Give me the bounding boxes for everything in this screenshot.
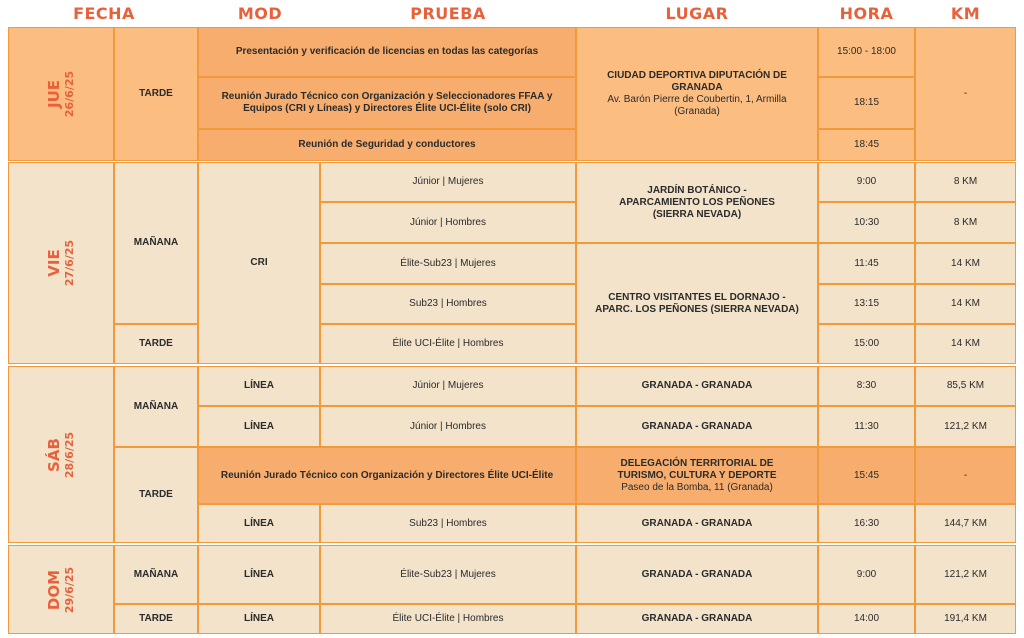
lugar-sab-2: GRANADA - GRANADA [576,406,818,447]
km-dom-2: 191,4 KM [915,604,1016,634]
location-address: Av. Barón Pierre de Coubertin, 1, Armilla (Granada) [607,94,787,117]
location-vie-1: JARDÍN BOTÁNICO - APARCAMIENTO LOS PEÑONES (SIERRA NEVADA) [576,162,818,243]
header-fecha: FECHA [73,3,135,23]
period-vie-tarde: TARDE [114,324,198,364]
location-name: CIUDAD DEPORTIVA DIPUTACIÓN DE GRANADA [607,70,787,93]
prueba-sab-1: Júnior | Mujeres [320,366,576,406]
km-vie-1: 8 KM [915,162,1016,202]
location-sab-meeting [576,447,818,504]
location-jue [576,27,818,161]
time-jue-1: 15:00 - 18:00 [818,27,915,77]
day-name: SÁB [45,437,63,472]
event-jue-1: Presentación y verificación de licencias en todas las categorías [198,27,576,77]
day-sab [8,366,114,543]
prueba-sab-3: Sub23 | Hombres [320,504,576,543]
event-jue-2: Reunión Jurado Técnico con Organización y Seleccionadores FFAA y Equipos (CRI y Líneas) y Directores Élite UCI-Élite (solo CRI) [198,77,576,129]
header-mod: MOD [237,3,283,23]
time-dom-2: 14:00 [818,604,915,634]
location-name: DELEGACIÓN TERRITORIAL DE TURISMO, CULTURA Y DEPORTE [617,457,777,481]
lugar-sab-3: GRANADA - GRANADA [576,504,818,543]
mod-sab-3: LÍNEA [198,504,320,543]
time-vie-2: 10:30 [818,202,915,243]
location-vie-2: CENTRO VISITANTES EL DORNAJO - APARC. LOS PEÑONES (SIERRA NEVADA) [576,243,818,364]
period-jue-tarde: TARDE [114,27,198,161]
time-sab-1: 8:30 [818,366,915,406]
period-vie-manana: MAÑANA [114,162,198,324]
lugar-dom-2: GRANADA - GRANADA [576,604,818,634]
time-sab-meeting: 15:45 [818,447,915,504]
prueba-dom-1: Élite-Sub23 | Mujeres [320,545,576,604]
time-vie-1: 9:00 [818,162,915,202]
header-km: KM [950,3,981,23]
mod-dom-1: LÍNEA [198,545,320,604]
prueba-vie-3: Élite-Sub23 | Mujeres [320,243,576,284]
time-sab-2: 11:30 [818,406,915,447]
km-vie-5: 14 KM [915,324,1016,364]
mod-sab-1: LÍNEA [198,366,320,406]
mod-sab-2: LÍNEA [198,406,320,447]
km-jue: - [915,27,1016,161]
km-sab-meeting: - [915,447,1016,504]
event-jue-3: Reunión de Seguridad y conductores [198,129,576,161]
prueba-vie-1: Júnior | Mujeres [320,162,576,202]
day-name: DOM [45,569,63,610]
mod-dom-2: LÍNEA [198,604,320,634]
period-dom-tarde: TARDE [114,604,198,634]
km-vie-3: 14 KM [915,243,1016,284]
header-hora: HORA [839,3,894,23]
km-sab-2: 121,2 KM [915,406,1016,447]
time-sab-3: 16:30 [818,504,915,543]
day-name: JUE [45,80,63,109]
day-date: 28/6/25 [63,431,76,478]
day-dom [8,545,114,634]
prueba-vie-4: Sub23 | Hombres [320,284,576,324]
km-sab-1: 85,5 KM [915,366,1016,406]
prueba-dom-2: Élite UCI-Élite | Hombres [320,604,576,634]
time-jue-2: 18:15 [818,77,915,129]
km-vie-4: 14 KM [915,284,1016,324]
header-lugar: LUGAR [665,3,729,23]
prueba-vie-5: Élite UCI-Élite | Hombres [320,324,576,364]
mod-vie-cri: CRI [198,162,320,364]
day-date: 26/6/25 [63,70,76,118]
lugar-sab-1: GRANADA - GRANADA [576,366,818,406]
km-sab-3: 144,7 KM [915,504,1016,543]
prueba-sab-2: Júnior | Hombres [320,406,576,447]
km-vie-2: 8 KM [915,202,1016,243]
period-dom-manana: MAÑANA [114,545,198,604]
period-sab-manana: MAÑANA [114,366,198,447]
meeting-sab: Reunión Jurado Técnico con Organización y Directores Élite UCI-Élite [198,447,576,504]
location-address: Paseo de la Bomba, 11 (Granada) [621,481,773,493]
day-name: VIE [45,249,63,277]
time-vie-3: 11:45 [818,243,915,284]
time-jue-3: 18:45 [818,129,915,161]
header-prueba: PRUEBA [410,3,486,23]
time-vie-5: 15:00 [818,324,915,364]
time-dom-1: 9:00 [818,545,915,604]
time-vie-4: 13:15 [818,284,915,324]
day-date: 27/6/25 [63,239,76,287]
km-dom-1: 121,2 KM [915,545,1016,604]
day-vie [8,162,114,364]
day-date: 29/6/25 [63,566,76,613]
period-sab-tarde: TARDE [114,447,198,543]
prueba-vie-2: Júnior | Hombres [320,202,576,243]
day-jue [8,27,114,161]
lugar-dom-1: GRANADA - GRANADA [576,545,818,604]
